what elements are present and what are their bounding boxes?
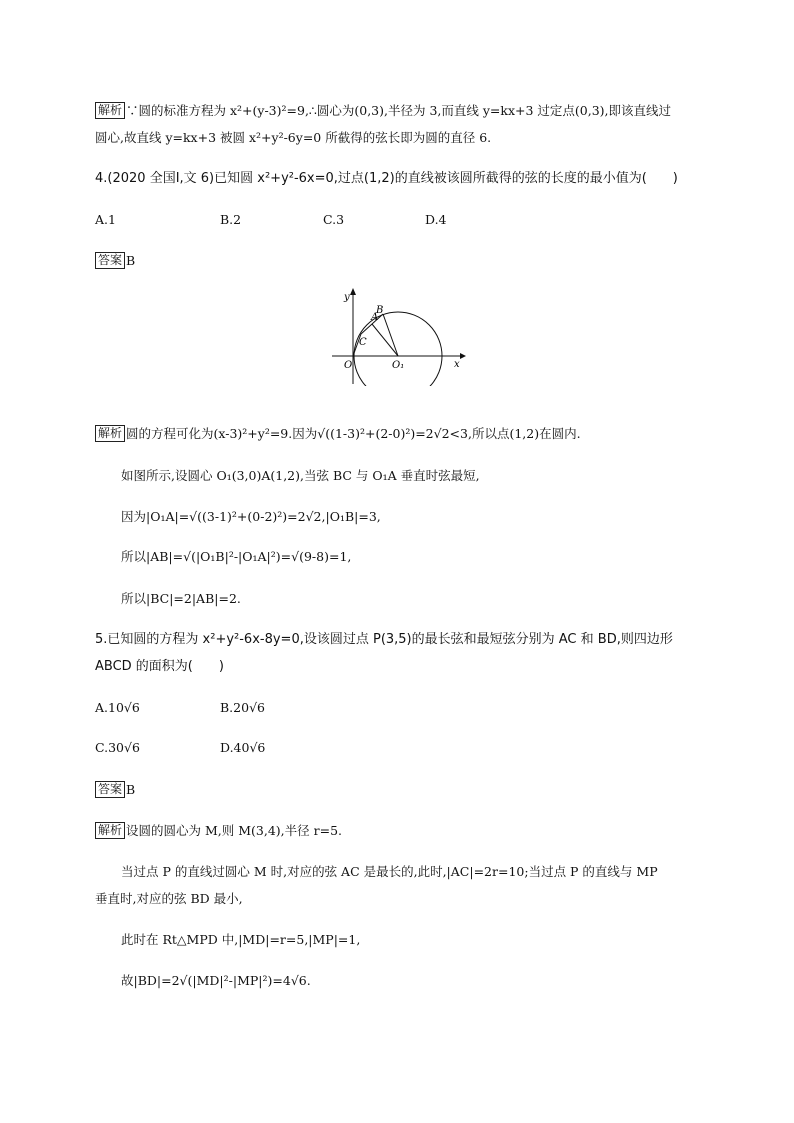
circle-figure [330, 286, 466, 386]
q4-option-b: B.2 [220, 212, 242, 227]
q5-answer [95, 781, 135, 799]
solution-tag: 解析 [95, 822, 125, 839]
circle [354, 312, 442, 386]
label-b: B [376, 305, 384, 316]
q4-option-d: D.4 [425, 212, 447, 227]
solution-3-line2: 圆心,故直线 y=kx+3 被圆 x²+y²-6y=0 所截得的弦长即为圆的直径 6. [95, 130, 492, 145]
answer-value: B [126, 782, 136, 797]
question-5-stem-line1: 5.已知圆的方程为 x²+y²-6x-8y=0,设该圆过点 P(3,5)的最长弦和最短弦分别为 AC 和 BD,则四边形 [95, 632, 673, 647]
answer-tag: 答案 [95, 252, 125, 269]
solution-tag: 解析 [95, 102, 125, 119]
x-axis-arrow [460, 353, 466, 359]
q5-solution-line1 [95, 822, 342, 840]
q4-solution-line2: 如图所示,设圆心 O₁(3,0)A(1,2),当弦 BC 与 O₁A 垂直时弦最短, [121, 468, 480, 483]
q5-option-b: B.20√6 [220, 700, 265, 715]
q4-solution-line1 [95, 425, 581, 443]
y-axis-arrow [350, 288, 356, 295]
label-x: x [454, 359, 460, 370]
q4-answer [95, 252, 135, 270]
segment-o1a [372, 324, 398, 356]
label-c: C [359, 337, 367, 348]
answer-tag: 答案 [95, 781, 125, 798]
label-a: A [371, 312, 379, 323]
label-y: y [344, 292, 350, 303]
answer-value: B [126, 253, 136, 268]
solution-3-line1 [95, 102, 671, 120]
segment-o1b [383, 314, 398, 356]
q4-option-a: A.1 [95, 212, 116, 227]
question-4-stem: 4.(2020 全国Ⅰ,文 6)已知圆 x²+y²-6x=0,过点(1,2)的直线被该圆所截得的弦的长度的最小值为( ) [95, 171, 678, 186]
q5-solution-line5: 故|BD|=2√(|MD|²-|MP|²)=4√6. [121, 973, 311, 988]
question-5-stem-line2: ABCD 的面积为( ) [95, 659, 224, 674]
q5-option-d: D.40√6 [220, 740, 266, 755]
solution-tag: 解析 [95, 425, 125, 442]
q5-option-c: C.30√6 [95, 740, 140, 755]
q4-solution-line3: 因为|O₁A|=√((3-1)²+(0-2)²)=2√2,|O₁B|=3, [121, 509, 381, 524]
solution-text: 设圆的圆心为 M,则 M(3,4),半径 r=5. [126, 823, 342, 838]
q5-option-a: A.10√6 [95, 700, 140, 715]
solution-text: 圆的方程可化为(x-3)²+y²=9.因为√((1-3)²+(2-0)²)=2√2<3,所以点(1,2)在圆内. [126, 426, 581, 441]
solution-text: ∵圆的标准方程为 x²+(y-3)²=9,∴圆心为(0,3),半径为 3,而直线 y=kx+3 过定点(0,3),即该直线过 [126, 103, 672, 118]
q5-solution-line4: 此时在 Rt△MPD 中,|MD|=r=5,|MP|=1, [121, 932, 361, 947]
q4-option-c: C.3 [323, 212, 345, 227]
label-o: O [344, 360, 353, 371]
q4-solution-line4: 所以|AB|=√(|O₁B|²-|O₁A|²)=√(9-8)=1, [121, 549, 352, 564]
q5-solution-line2: 当过点 P 的直线过圆心 M 时,对应的弦 AC 是最长的,此时,|AC|=2r=10;当过点 P 的直线与 MP [121, 864, 658, 879]
q4-solution-line5: 所以|BC|=2|AB|=2. [121, 591, 241, 606]
q5-solution-line3: 垂直时,对应的弦 BD 最小, [95, 891, 243, 906]
label-o1: O₁ [392, 360, 405, 371]
